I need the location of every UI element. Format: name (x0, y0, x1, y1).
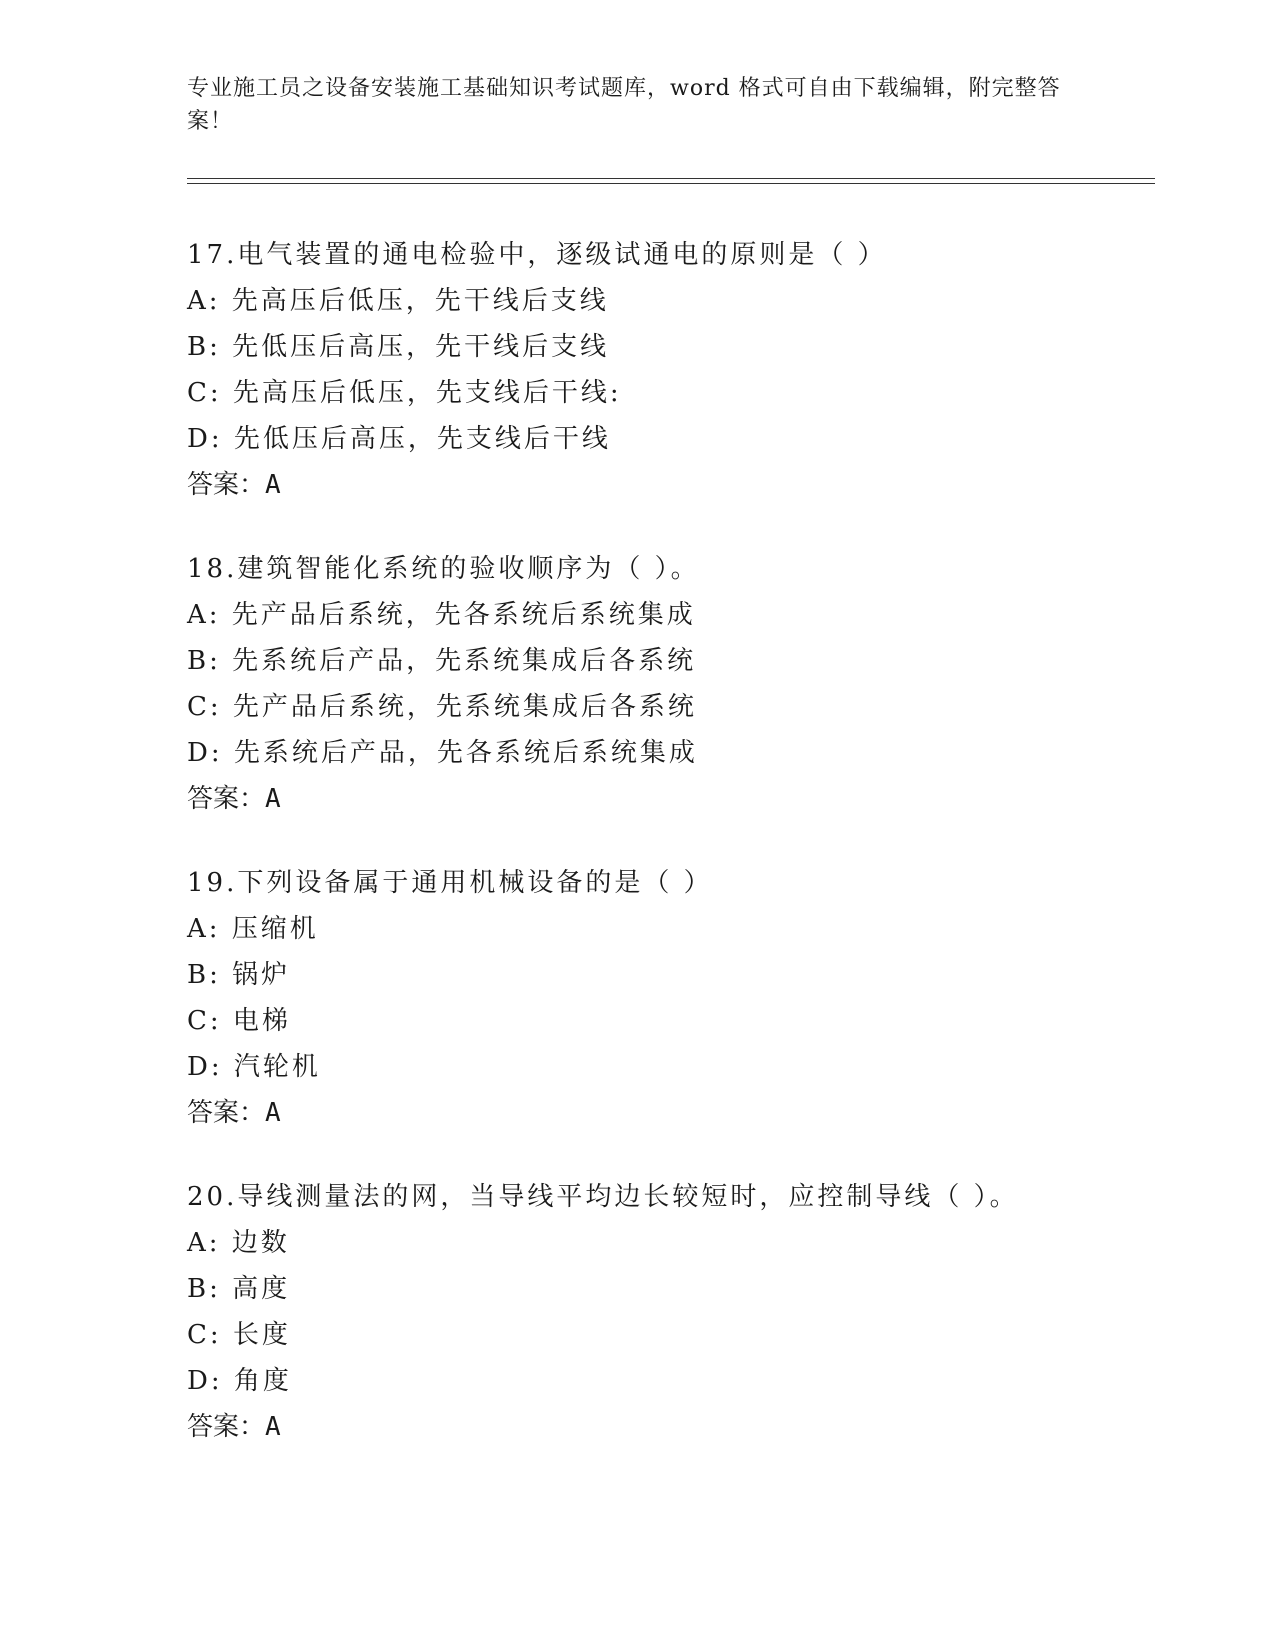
question-title: 17.电气装置的通电检验中，逐级试通电的原则是（ ） (187, 240, 887, 270)
question-title: 18.建筑智能化系统的验收顺序为（ ）。 (187, 554, 700, 584)
option-d: D: 角度 (187, 1366, 292, 1396)
option-d: D: 先低压后高压，先支线后干线 (187, 424, 611, 454)
option-b: B: 锅炉 (187, 960, 291, 990)
option-c: C: 电梯 (187, 1006, 291, 1036)
option-c: C: 长度 (187, 1320, 291, 1350)
header-divider-bottom (187, 183, 1155, 184)
answer-line (187, 1404, 1167, 1450)
answer-label: 答案： (187, 470, 266, 500)
answer-label: 答案： (187, 1412, 266, 1442)
option-a: A: 边数 (187, 1228, 290, 1258)
question-18 (187, 546, 1167, 822)
header-text: 专业施工员之设备安装施工基础知识考试题库，word 格式可自由下载编辑，附完整答案！ (187, 76, 1061, 134)
question-title: 19.下列设备属于通用机械设备的是（ ） (187, 868, 713, 898)
answer-line (187, 1090, 1167, 1136)
option-d: D: 先系统后产品，先各系统后系统集成 (187, 738, 698, 768)
question-19 (187, 860, 1167, 1136)
answer-value: A (265, 1098, 281, 1128)
option-a: A: 先产品后系统，先各系统后系统集成 (187, 600, 696, 630)
answer-line (187, 462, 1167, 508)
answer-line (187, 776, 1167, 822)
option-c: C: 先高压后低压，先支线后干线: (187, 378, 622, 408)
answer-value: A (265, 470, 281, 500)
question-20 (187, 1174, 1167, 1450)
option-d: D: 汽轮机 (187, 1052, 321, 1082)
answer-value: A (265, 784, 281, 814)
question-17 (187, 232, 1167, 508)
option-b: B: 先系统后产品，先系统集成后各系统 (187, 646, 697, 676)
option-a: A: 先高压后低压，先干线后支线 (187, 286, 609, 316)
answer-label: 答案： (187, 1098, 266, 1128)
option-b: B: 先低压后高压，先干线后支线 (187, 332, 610, 362)
question-title: 20.导线测量法的网，当导线平均边长较短时，应控制导线（ ）。 (187, 1182, 1019, 1212)
document-header (187, 72, 1067, 138)
option-b: B: 高度 (187, 1274, 291, 1304)
answer-label: 答案： (187, 784, 266, 814)
answer-value: A (265, 1412, 281, 1442)
option-a: A: 压缩机 (187, 914, 319, 944)
option-c: C: 先产品后系统，先系统集成后各系统 (187, 692, 697, 722)
header-divider-top (187, 178, 1155, 179)
